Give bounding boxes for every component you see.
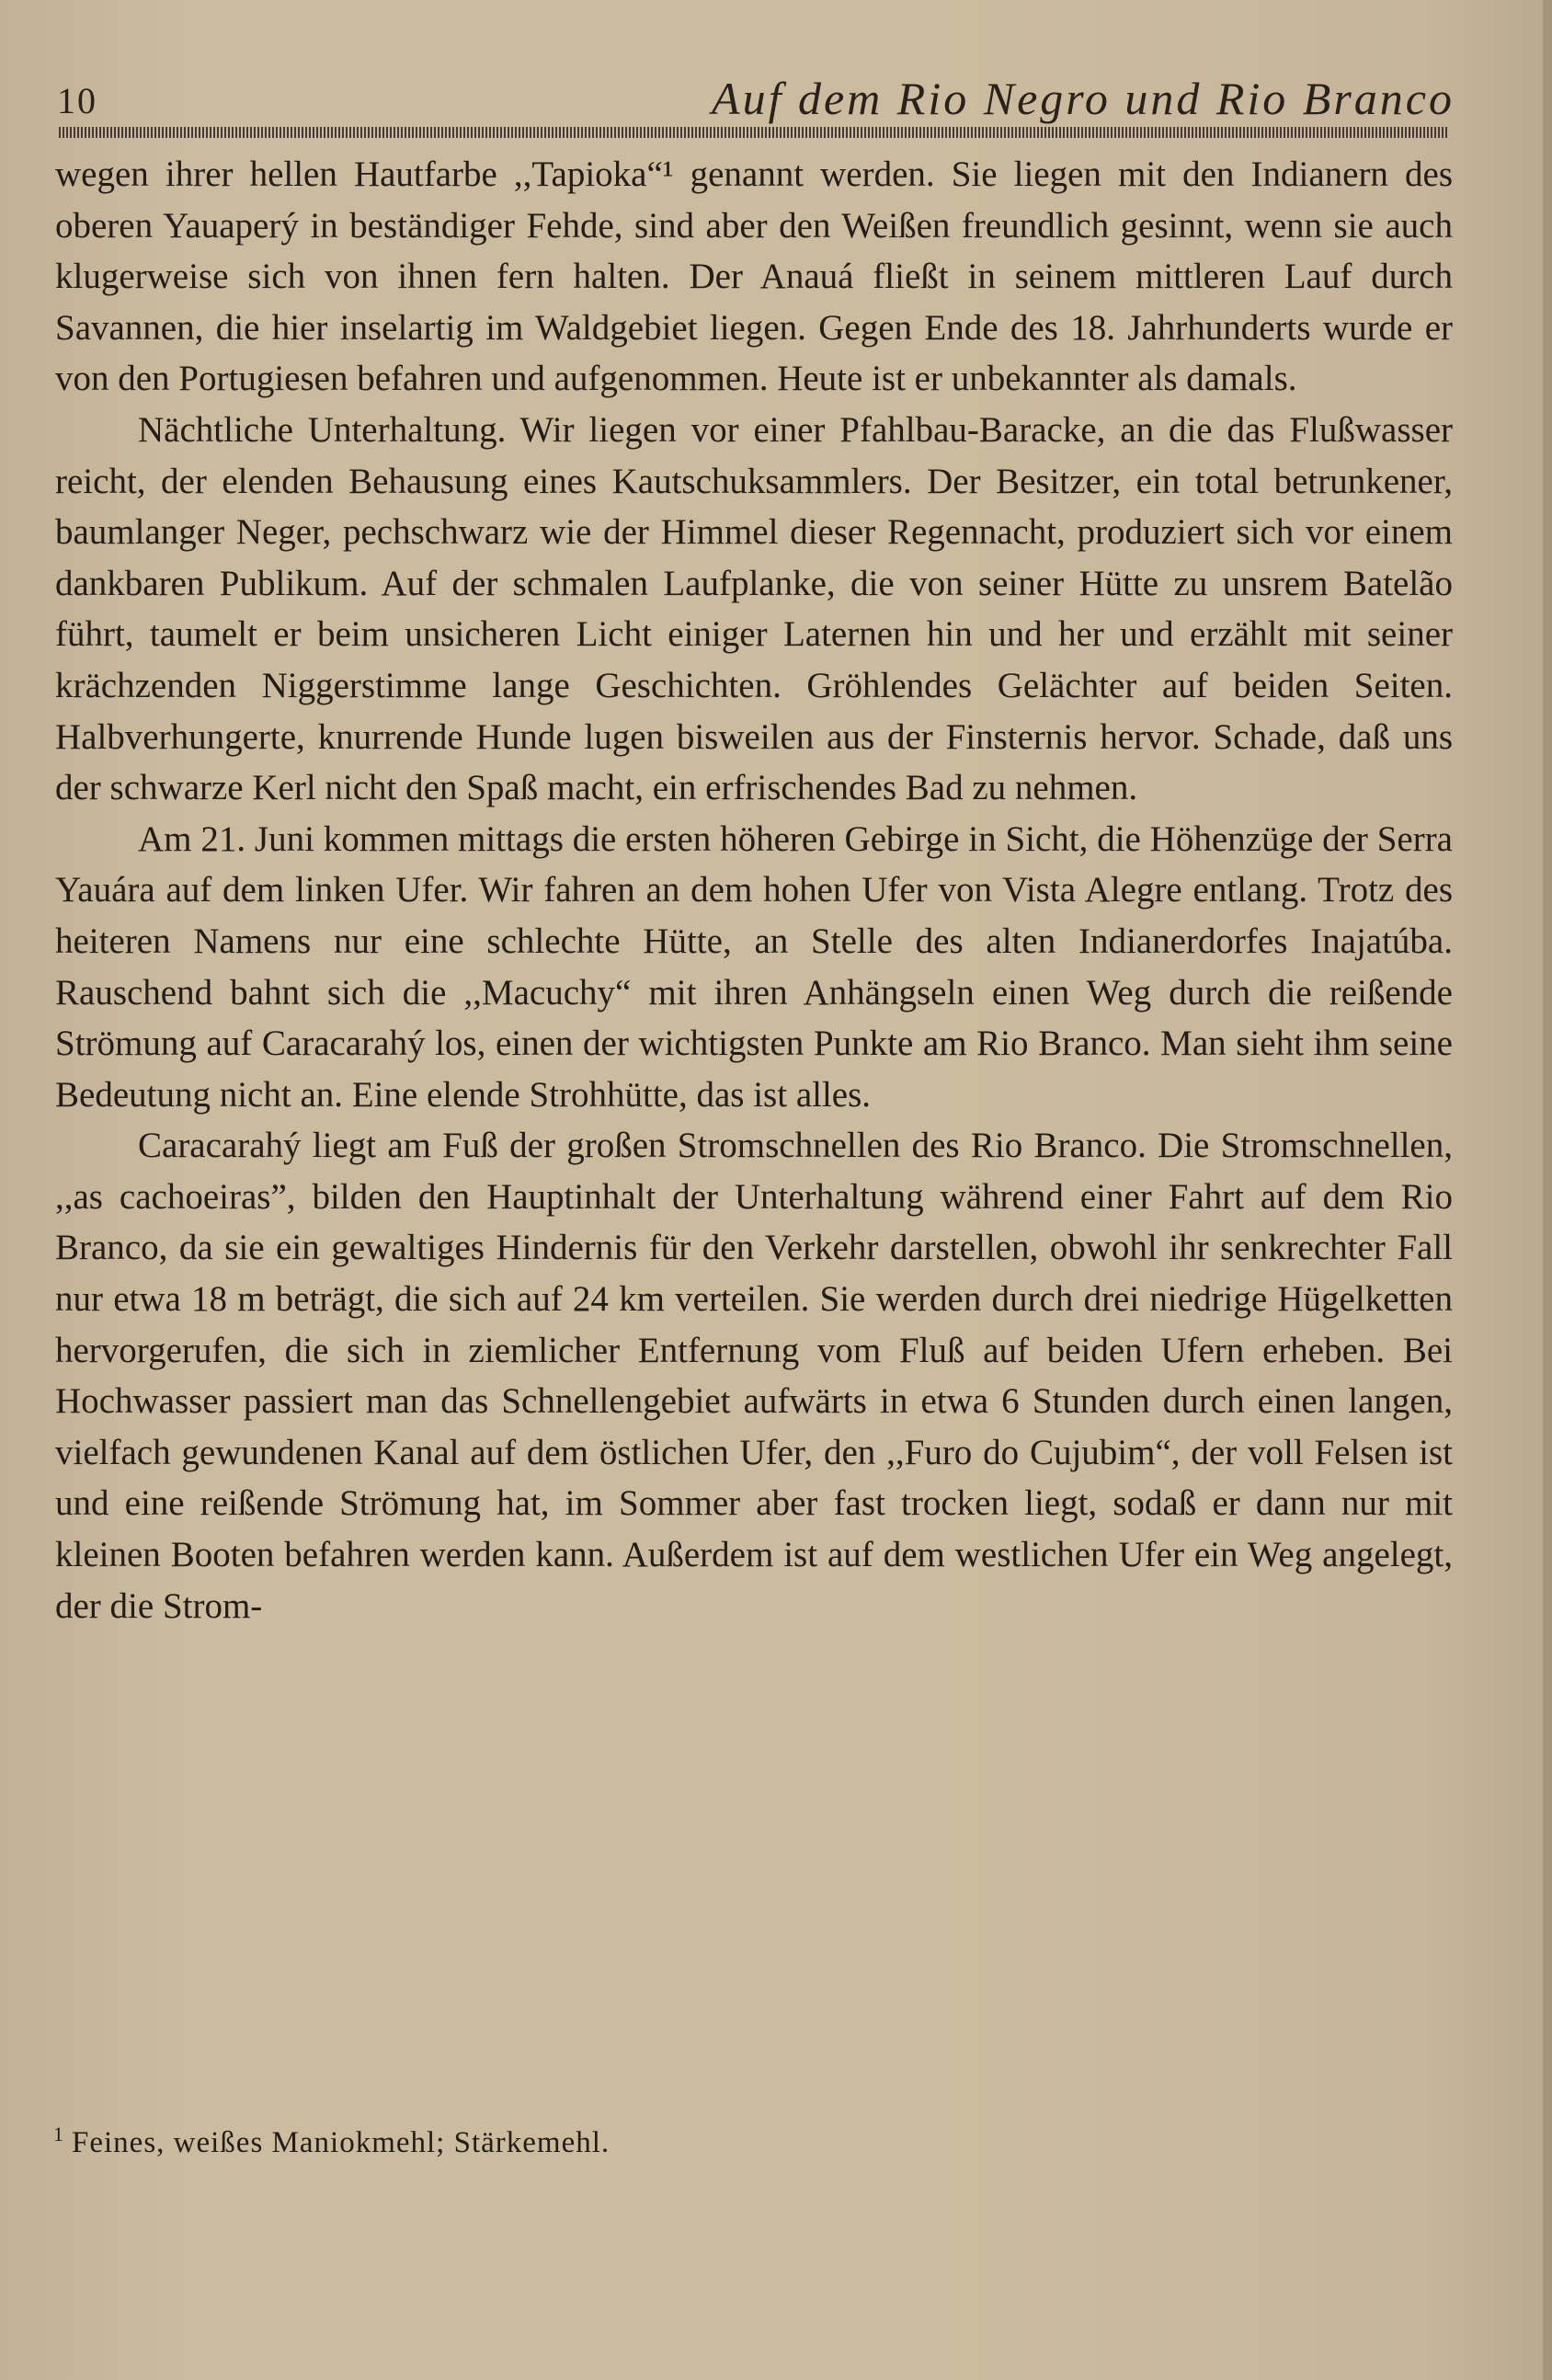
footnote [53,2123,610,2160]
paragraph-4: Caracarahý liegt am Fuß der großen Stromschnellen des Rio Branco. Die Stromschnellen, ,,as cachoeiras”, bilden den Hauptinhalt der Unterhaltung während einer Fahrt auf dem Rio Branco, da sie ein gewaltiges Hindernis für den Verkehr darstellen, obwohl ihr senkrechter Fall nur etwa 18 m beträgt, die sich auf 24 km verteilen. Sie werden durch drei niedrige Hügelketten hervorgerufen, die sich in ziemlicher Entfernung vom Fluß auf beiden Ufern erheben. Bei Hochwasser passiert man das Schnellengebiet aufwärts in etwa 6 Stunden durch einen langen, vielfach gewundenen Kanal auf dem östlichen Ufer, den ,,Furo do Cujubim“, der voll Felsen ist und eine reißende Strömung hat, im Sommer aber fast trocken liegt, sodaß er dann nur mit kleinen Booten befahren werden kann. Außerdem ist auf dem westlichen Ufer ein Weg angelegt, der die Strom- [55,1126,1453,1626]
body-text [55,149,1453,1631]
paragraph-2: Nächtliche Unterhaltung. Wir liegen vor einer Pfahlbau-Baracke, an die das Flußwasser reicht, der elenden Behausung eines Kautschuksammlers. Der Besitzer, ein total betrunkener, baumlanger Neger, pechschwarz wie der Himmel dieser Regennacht, produziert sich vor einem dankbaren Publikum. Auf der schmalen Laufplanke, die von seiner Hütte zu unsrem Batelão führt, taumelt er beim unsicheren Licht einiger Laternen hin und her und erzählt mit seiner krächzenden Niggerstimme lange Geschichten. Gröhlendes Gelächter auf beiden Seiten. Halbverhungerte, knurrende Hunde lugen bisweilen aus der Finsternis hervor. Schade, daß uns der schwarze Kerl nicht den Spaß macht, ein erfrischendes Bad zu nehmen. [55,409,1453,808]
footnote-text: Feines, weißes Maniokmehl; Stärkemehl. [72,2126,611,2159]
page-edge [1543,0,1552,2380]
paragraph-3: Am 21. Juni kommen mittags die ersten höheren Gebirge in Sicht, die Höhenzüge der Serra Yauára auf dem linken Ufer. Wir fahren an dem hohen Ufer von Vista Alegre entlang. Trotz des heiteren Namens nur eine schlechte Hütte, an Stelle des alten Indianerdorfes Inajatúba. Rauschend bahnt sich die ,,Macuchy“ mit ihren Anhängseln einen Weg durch die reißende Strömung auf Caracarahý los, einen der wichtigsten Punkte am Rio Branco. Man sieht ihm seine Bedeutung nicht an. Eine elende Strohhütte, das ist alles. [55,818,1453,1115]
running-title: Auf dem Rio Negro und Rio Branco [712,73,1455,124]
footnote-marker: 1 [53,2123,64,2145]
page-header [57,72,1455,131]
page-number: 10 [57,80,97,121]
header-rule [59,127,1449,138]
paragraph-1: wegen ihrer hellen Hautfarbe ,,Tapioka“¹ genannt werden. Sie liegen mit den Indianern des oberen Yauaperý in beständiger Fehde, sind aber den Weißen freundlich gesinnt, wenn sie auch klugerweise sich von ihnen fern halten. Der Anauá fließt in seinem mittleren Lauf durch Savannen, die hier inselartig im Waldgebiet liegen. Gegen Ende des 18. Jahrhunderts wurde er von den Portugiesen befahren und aufgenommen. Heute ist er unbekannter als damals. [55,154,1453,399]
